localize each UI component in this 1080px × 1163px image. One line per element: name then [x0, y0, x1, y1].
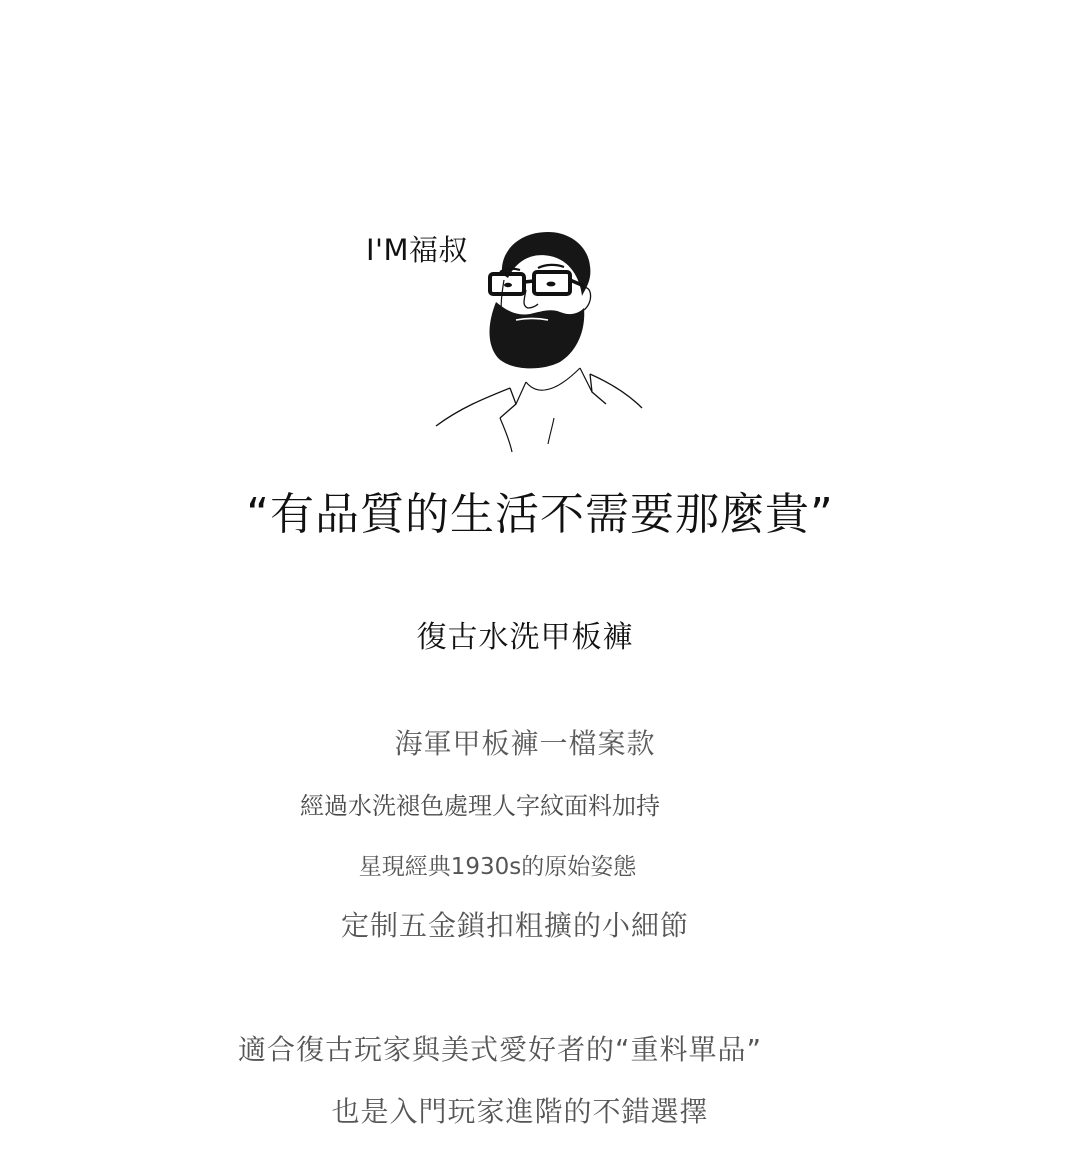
- slogan-headline: “有品質的生活不需要那麼貴”: [246, 489, 834, 540]
- intro-label: I'M福叔: [366, 233, 469, 267]
- portrait-illustration: [430, 222, 650, 454]
- description-line: 適合復古玩家與美式愛好者的“重料單品”: [237, 1033, 762, 1066]
- description-line: 也是入門玩家進階的不錯選擇: [331, 1095, 709, 1128]
- description-line: 星現經典1930s的原始姿態: [358, 854, 637, 880]
- description-line: 經過水洗褪色處理人字紋面料加持: [300, 792, 660, 820]
- description-line: 海軍甲板褲一檔案款: [394, 727, 656, 760]
- product-name: 復古水洗甲板褲: [416, 620, 634, 655]
- description-line: 定制五金鎖扣粗擴的小細節: [340, 909, 689, 942]
